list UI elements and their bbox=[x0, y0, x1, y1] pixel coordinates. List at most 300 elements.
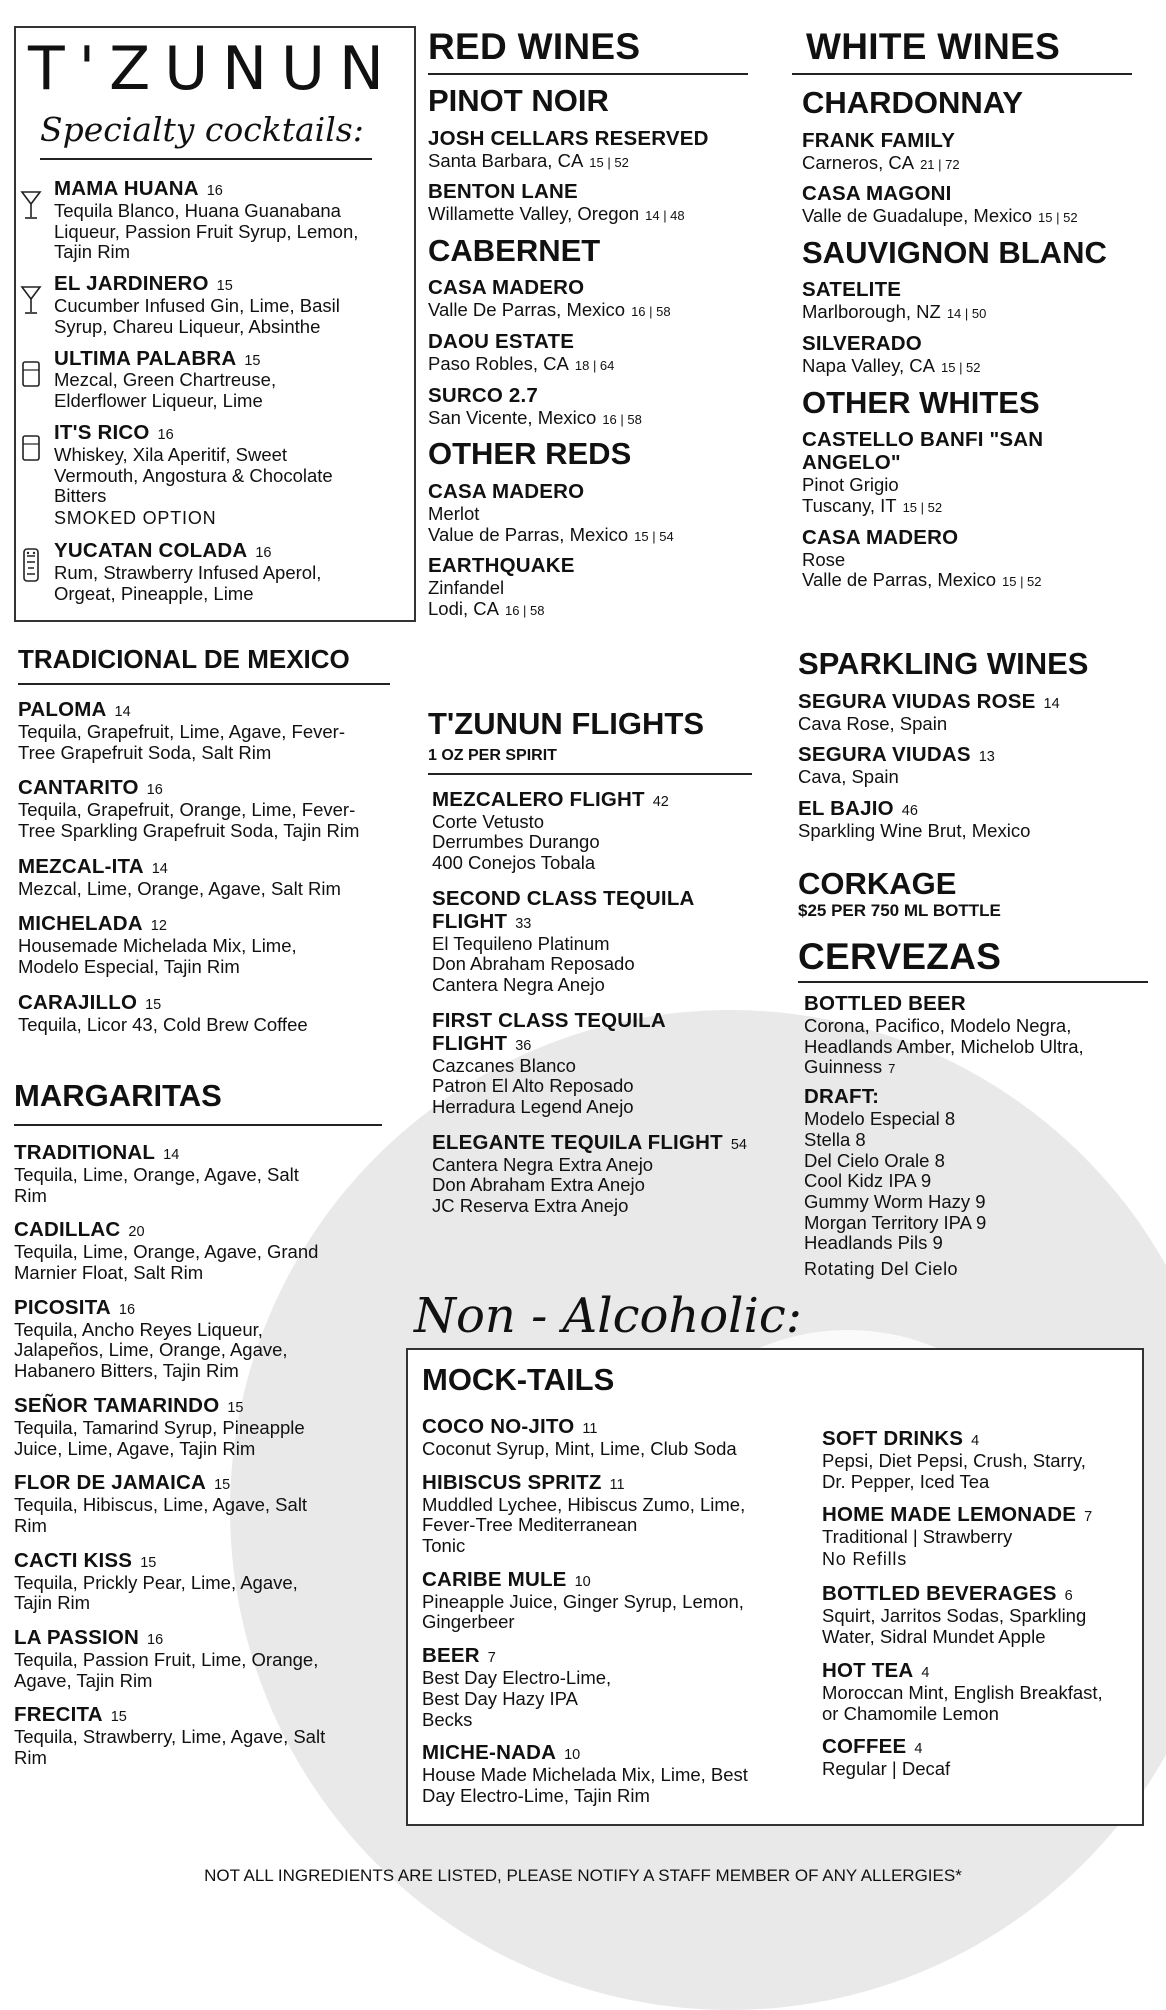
wine-detail-text: Willamette Valley, Oregon bbox=[428, 203, 640, 225]
item-description: Cucumber Infused Gin, Lime, Basil bbox=[54, 295, 340, 317]
flight-name: FIRST CLASS TEQUILA bbox=[432, 1008, 666, 1032]
item-description: Tequila, Ancho Reyes Liqueur, bbox=[14, 1318, 263, 1340]
item-description: Tequila, Licor 43, Cold Brew Coffee bbox=[18, 1013, 308, 1035]
white-wines-heading: WHITE WINES bbox=[792, 28, 1132, 75]
item-name: FLOR DE JAMAICA bbox=[14, 1471, 207, 1495]
item-name: MAMA HUANA bbox=[54, 177, 199, 200]
wine-detail-text: Santa Barbara, CA bbox=[428, 149, 584, 171]
wine-price: 15 | 52 bbox=[902, 499, 943, 515]
specialty-item bbox=[16, 540, 414, 604]
specialty-name bbox=[54, 540, 404, 563]
item-description: Habanero Bitters, Tajin Rim bbox=[14, 1360, 239, 1382]
wine-name: SATELITE bbox=[802, 278, 902, 302]
mocktail-item bbox=[422, 1472, 812, 1557]
item-name: PALOMA bbox=[18, 698, 107, 721]
item-description: Whiskey, Xila Aperitif, Sweet bbox=[54, 443, 288, 465]
wine-group-title: SAUVIGNON BLANC bbox=[802, 234, 1107, 270]
specialty-cocktails-box bbox=[14, 26, 416, 622]
wine-name: CASA MADERO bbox=[428, 480, 585, 503]
specialty-item bbox=[16, 348, 414, 412]
sparkling-header bbox=[798, 744, 1138, 767]
mocktail-price: 10 bbox=[574, 1573, 591, 1590]
wine-detail-text: Value de Parras, Mexico bbox=[428, 523, 629, 545]
margaritas-section bbox=[14, 1078, 382, 1782]
tradicional-list bbox=[18, 699, 390, 1036]
wine-name: CASA MADERO bbox=[428, 276, 585, 300]
wine-group-title: CHARDONNAY bbox=[802, 85, 1024, 120]
item-description: Tequila, Grapefruit, Lime, Agave, Fever- bbox=[18, 720, 345, 742]
mocktail-header bbox=[422, 1416, 812, 1439]
sparkling-header bbox=[798, 798, 1138, 821]
wine-item bbox=[802, 527, 1132, 591]
draft-line: Headlands Pils 9 bbox=[804, 1232, 943, 1254]
mocktail-price: 7 bbox=[487, 1650, 496, 1667]
item-description: Rum, Strawberry Infused Aperol, bbox=[54, 562, 322, 584]
mocktail-price: 10 bbox=[564, 1747, 581, 1764]
bottled-beer-title: BOTTLED BEER bbox=[804, 992, 966, 1015]
item-description: Tequila, Lime, Orange, Agave, Grand bbox=[14, 1241, 319, 1263]
mocktail-price: 4 bbox=[914, 1741, 923, 1758]
wine-group-title: OTHER REDS bbox=[428, 436, 632, 472]
item-price: 14 bbox=[114, 704, 131, 720]
mocktail-header bbox=[822, 1428, 1138, 1451]
wine-detail-text: Carneros, CA bbox=[802, 151, 915, 173]
wine-name: BENTON LANE bbox=[428, 180, 578, 204]
item-description: Tajin Rim bbox=[54, 241, 131, 263]
wine-item bbox=[428, 277, 748, 321]
specialty-item bbox=[16, 178, 414, 263]
cervezas-heading: CERVEZAS bbox=[798, 938, 1148, 983]
item-name: IT'S RICO bbox=[54, 420, 150, 444]
item-header bbox=[14, 1472, 382, 1495]
draft-line: Modelo Especial 8 bbox=[804, 1108, 956, 1130]
mocktail-name: HOT TEA bbox=[822, 1658, 914, 1682]
mocktail-header bbox=[822, 1583, 1138, 1606]
flight-spirit: Corte Vetusto bbox=[432, 810, 545, 832]
item-price: 14 bbox=[151, 860, 168, 877]
sparkling-price: 14 bbox=[1043, 695, 1060, 712]
mocktail-detail: Pepsi, Diet Pepsi, Crush, Starry, bbox=[822, 1449, 1086, 1471]
item-header bbox=[14, 1704, 382, 1727]
flight-price: 42 bbox=[652, 793, 669, 810]
item-header bbox=[18, 992, 390, 1015]
sparkling-detail: Sparkling Wine Brut, Mexico bbox=[798, 819, 1031, 841]
item-price: 16 bbox=[146, 782, 163, 799]
item-description: Vermouth, Angostura & Chocolate bbox=[54, 464, 333, 486]
flight-name: MEZCALERO FLIGHT bbox=[432, 787, 645, 811]
rocks-glass-icon bbox=[20, 354, 42, 392]
mocktail-detail: or Chamomile Lemon bbox=[822, 1702, 999, 1724]
menu-item bbox=[14, 1297, 382, 1382]
specialty-name bbox=[54, 422, 404, 445]
flight-name-cont bbox=[432, 1033, 752, 1056]
specialty-list bbox=[16, 178, 414, 615]
item-price: 16 bbox=[157, 426, 174, 443]
item-description: Tequila, Grapefruit, Orange, Lime, Fever- bbox=[18, 799, 356, 821]
wine-detail bbox=[428, 599, 748, 620]
wine-item bbox=[428, 181, 748, 225]
menu-item bbox=[18, 777, 390, 841]
specialty-rule bbox=[40, 158, 372, 160]
item-description: Mezcal, Lime, Orange, Agave, Salt Rim bbox=[18, 877, 341, 899]
item-description: Tajin Rim bbox=[14, 1592, 91, 1614]
wine-detail-text: Pinot Grigio bbox=[802, 474, 899, 496]
wine-detail bbox=[428, 300, 748, 321]
mocktail-name: HIBISCUS SPRITZ bbox=[422, 1470, 602, 1494]
mocktail-item bbox=[422, 1569, 812, 1633]
mocktail-header bbox=[822, 1504, 1138, 1527]
corkage-section bbox=[798, 868, 1138, 921]
mocktails-left-list bbox=[422, 1416, 812, 1819]
mocktail-header bbox=[822, 1736, 1138, 1759]
item-description: Tequila, Strawberry, Lime, Agave, Salt bbox=[14, 1726, 326, 1748]
flight-item bbox=[432, 1010, 752, 1118]
wine-name: JOSH CELLARS RESERVED bbox=[428, 126, 709, 150]
mocktail-item bbox=[422, 1645, 812, 1730]
mocktail-header bbox=[422, 1742, 812, 1765]
wine-detail-text: San Vicente, Mexico bbox=[428, 406, 597, 428]
bottled-line bbox=[804, 1057, 1148, 1078]
sparkling-section bbox=[798, 648, 1138, 852]
mocktail-header bbox=[822, 1660, 1138, 1683]
sparkling-name: EL BAJIO bbox=[798, 796, 894, 820]
wine-detail-text: Rose bbox=[802, 548, 846, 570]
item-name: MICHELADA bbox=[18, 912, 143, 936]
menu-item bbox=[14, 1550, 382, 1614]
wine-price: 16 | 58 bbox=[631, 304, 671, 320]
item-price: 15 bbox=[140, 1554, 157, 1571]
specialty-item bbox=[16, 273, 414, 337]
mocktails-box bbox=[406, 1348, 1144, 1826]
wine-detail bbox=[802, 153, 1132, 174]
item-description: Agave, Tajin Rim bbox=[14, 1669, 153, 1691]
item-name: FRECITA bbox=[14, 1703, 103, 1727]
item-description: Tree Sparkling Grapefruit Soda, Tajin Rim bbox=[18, 820, 360, 842]
wine-item bbox=[802, 429, 1132, 516]
item-description: Liqueur, Passion Fruit Syrup, Lemon, bbox=[54, 220, 359, 242]
wine-item bbox=[428, 555, 748, 619]
draft-line: Stella 8 bbox=[804, 1128, 866, 1150]
mocktail-header bbox=[422, 1569, 812, 1592]
item-header bbox=[14, 1550, 382, 1573]
item-price: 14 bbox=[163, 1147, 180, 1163]
wine-item bbox=[428, 331, 748, 375]
flight-header bbox=[432, 1132, 752, 1155]
flight-price: 36 bbox=[515, 1037, 532, 1054]
mocktail-item bbox=[822, 1736, 1138, 1780]
allergy-footer: NOT ALL INGREDIENTS ARE LISTED, PLEASE NOTIFY A STAFF MEMBER OF ANY ALLERGIES* bbox=[204, 1866, 962, 1885]
item-header bbox=[18, 913, 390, 936]
sparkling-list bbox=[798, 691, 1138, 842]
item-description: Tequila, Lime, Orange, Agave, Salt bbox=[14, 1163, 299, 1185]
item-description: Tequila, Passion Fruit, Lime, Orange, bbox=[14, 1649, 319, 1671]
sparkling-price: 46 bbox=[901, 802, 918, 819]
draft-lines bbox=[804, 1109, 1148, 1254]
wine-detail bbox=[802, 302, 1132, 323]
mocktail-note: No Refills bbox=[822, 1549, 908, 1570]
flight-name: ELEGANTE TEQUILA FLIGHT bbox=[432, 1130, 723, 1154]
draft-line: Gummy Worm Hazy 9 bbox=[804, 1190, 986, 1212]
mocktail-item bbox=[822, 1504, 1138, 1571]
flight-name-cont-text: FLIGHT bbox=[432, 909, 508, 933]
martini-glass-icon bbox=[20, 184, 42, 222]
draft-line: Cool Kidz IPA 9 bbox=[804, 1170, 932, 1192]
wine-group-title: PINOT NOIR bbox=[428, 83, 609, 118]
bottled-line bbox=[804, 1037, 1148, 1058]
item-price: 16 bbox=[255, 545, 272, 562]
wine-detail bbox=[802, 475, 1132, 496]
flight-name-cont-text: FLIGHT bbox=[432, 1031, 508, 1055]
item-description: Tequila, Prickly Pear, Lime, Agave, bbox=[14, 1571, 298, 1593]
wine-price: 15 | 52 bbox=[941, 360, 981, 376]
mocktail-detail: Muddled Lychee, Hibiscus Zumo, Lime, bbox=[422, 1493, 746, 1515]
menu-item bbox=[14, 1472, 382, 1536]
flight-price: 33 bbox=[515, 915, 532, 932]
margaritas-heading: MARGARITAS bbox=[14, 1078, 382, 1126]
wine-group-title: OTHER WHITES bbox=[802, 384, 1040, 420]
flight-header bbox=[432, 789, 752, 812]
item-price: 16 bbox=[147, 1632, 164, 1649]
mocktail-name: HOME MADE LEMONADE bbox=[822, 1503, 1077, 1527]
wine-group-title: CABERNET bbox=[428, 232, 601, 268]
mocktail-name: COCO NO-JITO bbox=[422, 1415, 575, 1438]
item-description: Jalapeños, Lime, Orange, Agave, bbox=[14, 1339, 288, 1361]
item-description: Juice, Lime, Agave, Tajin Rim bbox=[14, 1437, 256, 1459]
wine-detail bbox=[802, 496, 1132, 517]
wine-detail-text: Valle de Guadalupe, Mexico bbox=[802, 205, 1033, 227]
item-name: CANTARITO bbox=[18, 776, 139, 800]
flights-list bbox=[428, 789, 752, 1217]
wine-detail bbox=[428, 578, 748, 599]
mocktails-right-list bbox=[822, 1428, 1138, 1792]
wine-detail-text: Lodi, CA bbox=[428, 598, 499, 620]
mocktail-price: 6 bbox=[1064, 1588, 1073, 1605]
wine-detail-text: Marlborough, NZ bbox=[802, 301, 941, 323]
wine-detail bbox=[428, 525, 748, 546]
item-header bbox=[14, 1395, 382, 1418]
menu-item bbox=[14, 1395, 382, 1459]
mocktail-name: MICHE-NADA bbox=[422, 1741, 557, 1765]
red-wines-section bbox=[428, 28, 748, 630]
mocktail-detail: House Made Michelada Mix, Lime, Best bbox=[422, 1764, 748, 1786]
item-header bbox=[14, 1219, 382, 1242]
mocktail-detail: Squirt, Jarritos Sodas, Sparkling bbox=[822, 1605, 1087, 1627]
wine-item bbox=[802, 130, 1132, 174]
wine-price: 15 | 54 bbox=[634, 528, 674, 544]
wine-name: DAOU ESTATE bbox=[428, 330, 575, 354]
wine-name: CASA MADERO bbox=[802, 525, 959, 549]
item-description: Syrup, Chareu Liqueur, Absinthe bbox=[54, 315, 321, 337]
menu-item bbox=[18, 699, 390, 763]
item-description: Modelo Especial, Tajin Rim bbox=[18, 956, 240, 978]
bottled-price: 7 bbox=[888, 1061, 896, 1077]
wine-detail-text: Merlot bbox=[428, 502, 480, 524]
wine-detail-text: Napa Valley, CA bbox=[802, 355, 935, 377]
bottled-line bbox=[804, 1016, 1148, 1037]
mocktail-detail: Tonic bbox=[422, 1535, 466, 1557]
specialty-heading: Specialty cocktails: bbox=[40, 110, 364, 149]
mocktail-item bbox=[822, 1660, 1138, 1724]
item-name: CACTI KISS bbox=[14, 1548, 133, 1572]
item-price: 15 bbox=[227, 1399, 244, 1416]
wine-detail bbox=[802, 206, 1132, 227]
menu-item bbox=[18, 992, 390, 1036]
wine-price: 16 | 58 bbox=[602, 411, 642, 427]
wine-detail-text: Tuscany, IT bbox=[802, 494, 897, 516]
flight-spirit: Cazcanes Blanco bbox=[432, 1054, 576, 1076]
item-name: EL JARDINERO bbox=[54, 272, 209, 296]
menu-item bbox=[18, 913, 390, 977]
item-name: LA PASSION bbox=[14, 1626, 140, 1650]
mocktail-detail: Becks bbox=[422, 1708, 473, 1730]
flight-spirit: Herradura Legend Anejo bbox=[432, 1096, 634, 1118]
sparkling-heading: SPARKLING WINES bbox=[798, 646, 1089, 681]
white-wines-section bbox=[792, 28, 1132, 601]
item-name: PICOSITA bbox=[14, 1295, 111, 1319]
mocktail-price: 11 bbox=[582, 1421, 598, 1437]
corkage-sub: $25 PER 750 ML BOTTLE bbox=[798, 900, 1001, 920]
mocktail-item bbox=[822, 1428, 1138, 1492]
wine-price: 15 | 52 bbox=[1002, 574, 1042, 590]
wine-item bbox=[428, 128, 748, 172]
menu-item bbox=[14, 1627, 382, 1691]
bottled-line-text: Corona, Pacifico, Modelo Negra, bbox=[804, 1014, 1072, 1036]
sparkling-item bbox=[798, 691, 1138, 735]
item-header bbox=[14, 1142, 382, 1165]
brand-title: T'ZUNUN bbox=[28, 34, 398, 104]
wine-price: 15 | 52 bbox=[589, 154, 629, 170]
mocktail-detail: Regular | Decaf bbox=[822, 1758, 951, 1780]
mocktail-detail: Pineapple Juice, Ginger Syrup, Lemon, bbox=[422, 1590, 744, 1612]
flight-spirit: Don Abraham Extra Anejo bbox=[432, 1174, 645, 1196]
specialty-name bbox=[54, 348, 404, 371]
item-description: Tequila, Tamarind Syrup, Pineapple bbox=[14, 1416, 305, 1438]
wine-detail-text: Zinfandel bbox=[428, 577, 505, 599]
item-header bbox=[18, 856, 390, 879]
wine-name: EARTHQUAKE bbox=[428, 554, 575, 578]
mocktail-detail: Best Day Hazy IPA bbox=[422, 1687, 578, 1709]
rocks-glass-icon bbox=[20, 428, 42, 466]
flight-spirit: El Tequileno Platinum bbox=[432, 932, 610, 954]
mocktail-detail: Dr. Pepper, Iced Tea bbox=[822, 1470, 990, 1492]
item-description: Tequila, Hibiscus, Lime, Agave, Salt bbox=[14, 1494, 308, 1516]
item-header bbox=[18, 777, 390, 800]
menu-item bbox=[14, 1704, 382, 1768]
flight-spirit: Cantera Negra Anejo bbox=[432, 974, 605, 995]
item-price: 15 bbox=[145, 996, 162, 1013]
flight-spirit: Derrumbes Durango bbox=[432, 831, 600, 853]
item-description: Elderflower Liqueur, Lime bbox=[54, 390, 263, 412]
specialty-name bbox=[54, 178, 404, 201]
flight-spirit: Cantera Negra Extra Anejo bbox=[432, 1153, 654, 1175]
sparkling-detail: Cava, Spain bbox=[798, 766, 899, 788]
item-name: ULTIMA PALABRA bbox=[54, 346, 237, 370]
wine-name-cont: ANGELO" bbox=[802, 451, 901, 475]
mocktail-item bbox=[422, 1416, 812, 1460]
mocktail-header bbox=[422, 1472, 812, 1495]
red-wines-heading: RED WINES bbox=[428, 28, 748, 75]
wine-name: FRANK FAMILY bbox=[802, 128, 956, 152]
mocktail-price: 4 bbox=[921, 1664, 930, 1681]
wine-detail-text: Valle De Parras, Mexico bbox=[428, 299, 626, 321]
cervezas-section bbox=[798, 938, 1148, 1281]
bottled-line-text: Guinness bbox=[804, 1056, 883, 1078]
flight-price: 54 bbox=[730, 1136, 747, 1153]
mocktail-detail: Traditional | Strawberry bbox=[822, 1526, 1013, 1548]
flights-sub: 1 OZ PER SPIRIT bbox=[428, 741, 752, 775]
mocktail-header bbox=[422, 1645, 812, 1668]
sparkling-header bbox=[798, 691, 1138, 714]
item-price: 20 bbox=[128, 1224, 145, 1241]
mocktail-name: CARIBE MULE bbox=[422, 1567, 567, 1591]
mocktail-name: SOFT DRINKS bbox=[822, 1427, 964, 1450]
item-header bbox=[18, 699, 390, 722]
item-price: 16 bbox=[206, 183, 223, 199]
wine-price: 21 | 72 bbox=[920, 156, 960, 172]
item-name: TRADITIONAL bbox=[14, 1141, 156, 1164]
wine-detail bbox=[802, 570, 1132, 591]
item-price: 15 bbox=[244, 352, 261, 369]
mocktail-detail: Water, Sidral Mundet Apple bbox=[822, 1626, 1046, 1648]
wine-detail-text: Paso Robles, CA bbox=[428, 353, 569, 375]
wine-name: CASA MAGONI bbox=[802, 182, 952, 206]
non-alcoholic-heading: Non - Alcoholic: bbox=[414, 1288, 802, 1344]
flight-name: SECOND CLASS TEQUILA bbox=[432, 886, 695, 910]
wine-price: 16 | 58 bbox=[504, 603, 545, 619]
tradicional-section bbox=[18, 644, 390, 1050]
wine-item bbox=[802, 183, 1132, 227]
tiki-mug-icon bbox=[20, 546, 42, 584]
wine-price: 15 | 52 bbox=[1038, 210, 1078, 226]
mocktail-price: 4 bbox=[971, 1433, 980, 1449]
item-price: 15 bbox=[110, 1709, 127, 1726]
item-name: SEÑOR TAMARINDO bbox=[14, 1393, 220, 1417]
item-note: SMOKED OPTION bbox=[54, 508, 217, 528]
sparkling-detail: Cava Rose, Spain bbox=[798, 712, 948, 734]
draft-note: Rotating Del Cielo bbox=[804, 1259, 959, 1280]
sparkling-name: SEGURA VIUDAS ROSE bbox=[798, 689, 1036, 713]
item-price: 12 bbox=[150, 918, 167, 935]
item-price: 16 bbox=[118, 1301, 136, 1318]
mocktail-detail: Fever-Tree Mediterranean bbox=[422, 1514, 638, 1536]
item-description: Bitters bbox=[54, 485, 107, 507]
item-description: Marnier Float, Salt Rim bbox=[14, 1262, 204, 1284]
item-price: 15 bbox=[214, 1477, 231, 1494]
wine-name: CASTELLO BANFI "SAN bbox=[802, 428, 1044, 452]
mocktail-item bbox=[422, 1742, 812, 1806]
wine-price: 14 | 48 bbox=[645, 208, 685, 224]
flights-heading: T'ZUNUN FLIGHTS bbox=[428, 706, 705, 741]
wine-detail bbox=[428, 354, 748, 375]
flights-section bbox=[428, 708, 752, 1231]
wine-item bbox=[428, 481, 748, 545]
mocktail-name: BEER bbox=[422, 1644, 480, 1668]
draft-line: Del Cielo Orale 8 bbox=[804, 1149, 945, 1171]
item-header bbox=[14, 1627, 382, 1650]
item-name: CADILLAC bbox=[14, 1218, 121, 1242]
sparkling-item bbox=[798, 798, 1138, 842]
bottled-beer-lines bbox=[804, 1016, 1148, 1078]
menu-item bbox=[14, 1142, 382, 1206]
mocktail-name: COFFEE bbox=[822, 1735, 907, 1759]
specialty-item bbox=[16, 422, 414, 531]
flight-name-cont bbox=[432, 911, 752, 934]
mocktail-price: 11 bbox=[609, 1476, 625, 1493]
wine-detail bbox=[802, 550, 1132, 571]
item-name: YUCATAN COLADA bbox=[54, 539, 248, 563]
item-description: Mezcal, Green Chartreuse, bbox=[54, 369, 277, 391]
wine-detail-text: Valle de Parras, Mexico bbox=[802, 569, 996, 591]
